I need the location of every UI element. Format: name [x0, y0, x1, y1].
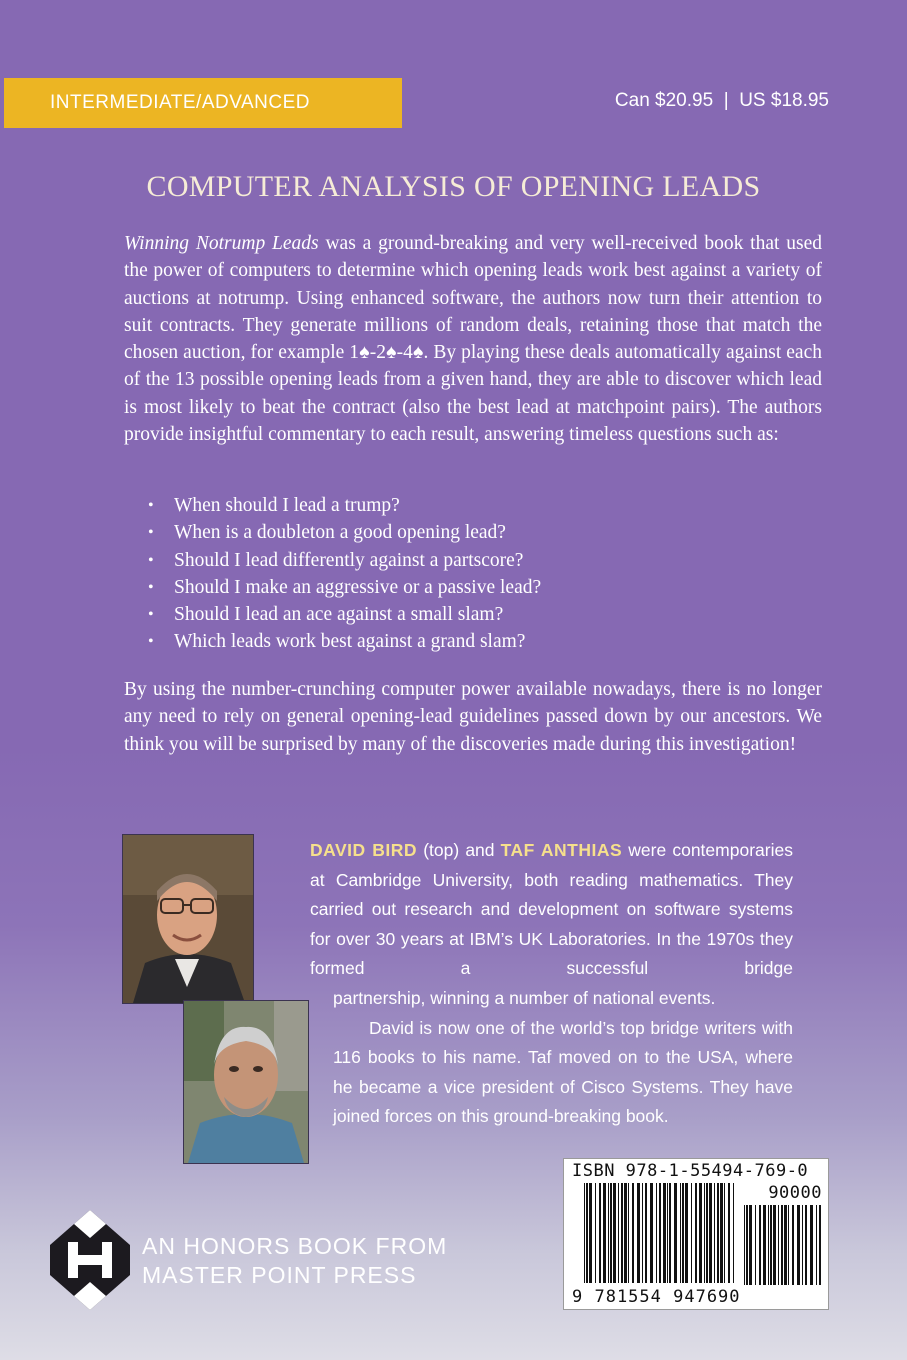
barcode-bar [586, 1183, 588, 1283]
barcode-bar [669, 1183, 671, 1283]
barcode-bar [656, 1183, 657, 1283]
barcode-bar [706, 1183, 708, 1283]
barcode-bar [805, 1205, 807, 1285]
barcode-bars [584, 1183, 734, 1283]
barcode-bar [797, 1205, 800, 1285]
barcode-bar [610, 1183, 612, 1283]
barcode-bar [650, 1183, 653, 1283]
list-item: • Should I lead an ace against a small slam? [124, 601, 541, 628]
barcode-bar [781, 1205, 783, 1285]
barcode-bar [802, 1205, 803, 1285]
barcode-bar [724, 1183, 725, 1283]
barcode-bar [819, 1205, 821, 1285]
barcode-digits: 9 781554 947690 [572, 1287, 741, 1307]
barcode-bar [784, 1205, 787, 1285]
barcode-bar [674, 1183, 677, 1283]
barcode-bar [599, 1183, 601, 1283]
barcode-bar [744, 1205, 745, 1285]
barcode-bar [733, 1183, 734, 1283]
barcode-bar [603, 1183, 606, 1283]
level-badge: INTERMEDIATE/ADVANCED [4, 78, 402, 128]
barcode-bar [763, 1205, 766, 1285]
barcode-bar [613, 1183, 616, 1283]
barcode-bar [632, 1183, 634, 1283]
honors-logo-icon [50, 1210, 130, 1310]
barcode-bar [624, 1183, 627, 1283]
barcode-bar [608, 1183, 609, 1283]
barcode-bar [816, 1205, 817, 1285]
bullet-icon: • [148, 633, 154, 651]
barcode-bar [695, 1183, 697, 1283]
barcode-bar [628, 1183, 629, 1283]
list-item: • Which leads work best against a grand slam? [124, 628, 541, 655]
barcode-bar [746, 1205, 748, 1285]
list-item: • Should I make an aggressive or a passive lead? [124, 574, 541, 601]
barcode-bar [768, 1205, 769, 1285]
author-photo-taf-anthias [183, 1000, 309, 1164]
book-title: Winning Notrump Leads [124, 233, 319, 254]
barcode-bar [717, 1183, 719, 1283]
barcode-bar [773, 1205, 776, 1285]
barcode-bar [709, 1183, 712, 1283]
author-bio: DAVID BIRD (top) and TAF ANTHIAS were contemporaries at Cambridge University, both reading mathematics. They carried out research and development on software systems for over 30 years at IBM’s UK Laboratories. In the 1970s they formed a successful bridge [310, 840, 793, 978]
barcode-bar [810, 1205, 813, 1285]
barcode-bar [680, 1183, 681, 1283]
publisher-line-2: MASTER POINT PRESS [142, 1262, 417, 1288]
barcode-bar [589, 1183, 592, 1283]
barcode-bar [704, 1183, 705, 1283]
barcode-bar [682, 1183, 684, 1283]
bullet-icon: • [148, 497, 154, 514]
barcode-bar [720, 1183, 723, 1283]
conclusion-paragraph: By using the number-crunching computer power available nowadays, there is no longer any need to rely on general opening-lead guidelines passed down by our ancestors. We think you will be surprised by many of the discoveries made during this investigation! [124, 679, 822, 755]
publisher-text [142, 1232, 447, 1290]
barcode-bar [714, 1183, 715, 1283]
barcode-bar [621, 1183, 623, 1283]
barcode-bar [755, 1205, 756, 1285]
barcode-bar [792, 1205, 794, 1285]
barcode-bar [728, 1183, 730, 1283]
barcode-bar [778, 1205, 779, 1285]
barcode-bar [659, 1183, 661, 1283]
price-label: Can $20.95 | US $18.95 [614, 90, 829, 111]
headline: COMPUTER ANALYSIS OF OPENING LEADS [146, 170, 761, 203]
list-item: • When is a doubleton a good opening lead? [124, 519, 541, 546]
barcode-bar [663, 1183, 666, 1283]
bullet-icon: • [148, 606, 154, 624]
barcode-bar [699, 1183, 702, 1283]
price-code: 90000 [768, 1183, 822, 1203]
barcode-bar [595, 1183, 596, 1283]
barcode-bar [584, 1183, 585, 1283]
bullet-icon: • [148, 578, 154, 596]
bullet-icon: • [148, 551, 154, 569]
barcode-bar [645, 1183, 647, 1283]
barcode-bar [788, 1205, 789, 1285]
barcode-addon-bars [744, 1205, 822, 1285]
barcode-bar [685, 1183, 688, 1283]
bullet-icon: • [148, 524, 154, 542]
isbn-number: ISBN 978-1-55494-769-0 [572, 1161, 809, 1181]
list-item: • Should I lead differently against a partscore? [124, 547, 541, 574]
list-item: • When should I lead a trump? [124, 492, 541, 519]
question-list [124, 492, 541, 656]
publisher-line-1: AN HONORS BOOK FROM [142, 1233, 448, 1259]
author-name-1: DAVID BIRD [310, 840, 418, 860]
intro-text: was a ground-breaking and very well-received book that used the power of computers to determine which opening leads work best against a variety of auctions at notrump. Using enhanced software, the authors now turn their attention to suit contracts. They generate millions of random deals, retaining those that match the chosen auction, for example 1♠-2♠-4♠. By playing these deals automatically against each of the 13 possible opening leads from a given hand, they are able to discover which lead is most likely to beat the contract (also the best lead at matchpoint pairs). The authors provide insightful commentary to each result, answering timeless questions such as: [124, 233, 823, 446]
isbn-barcode [563, 1158, 829, 1310]
author-name-2: TAF ANTHIAS [500, 840, 623, 860]
barcode-bar [749, 1205, 752, 1285]
barcode-bar [770, 1205, 772, 1285]
barcode-bar [637, 1183, 640, 1283]
author-bio-continued: partnership, winning a number of national events. David is now one of the world’s top bridge writers with 116 books to his name. Taf moved on to the USA, where he became a vice president of Cisco Systems. They have joined forces on this ground-breaking book. [333, 988, 793, 1126]
intro-paragraph [124, 230, 822, 448]
barcode-bar [618, 1183, 619, 1283]
barcode-bar [759, 1205, 761, 1285]
author-photo-david-bird [122, 834, 254, 1004]
barcode-bar [642, 1183, 643, 1283]
barcode-bar [691, 1183, 692, 1283]
barcode-bar [667, 1183, 668, 1283]
